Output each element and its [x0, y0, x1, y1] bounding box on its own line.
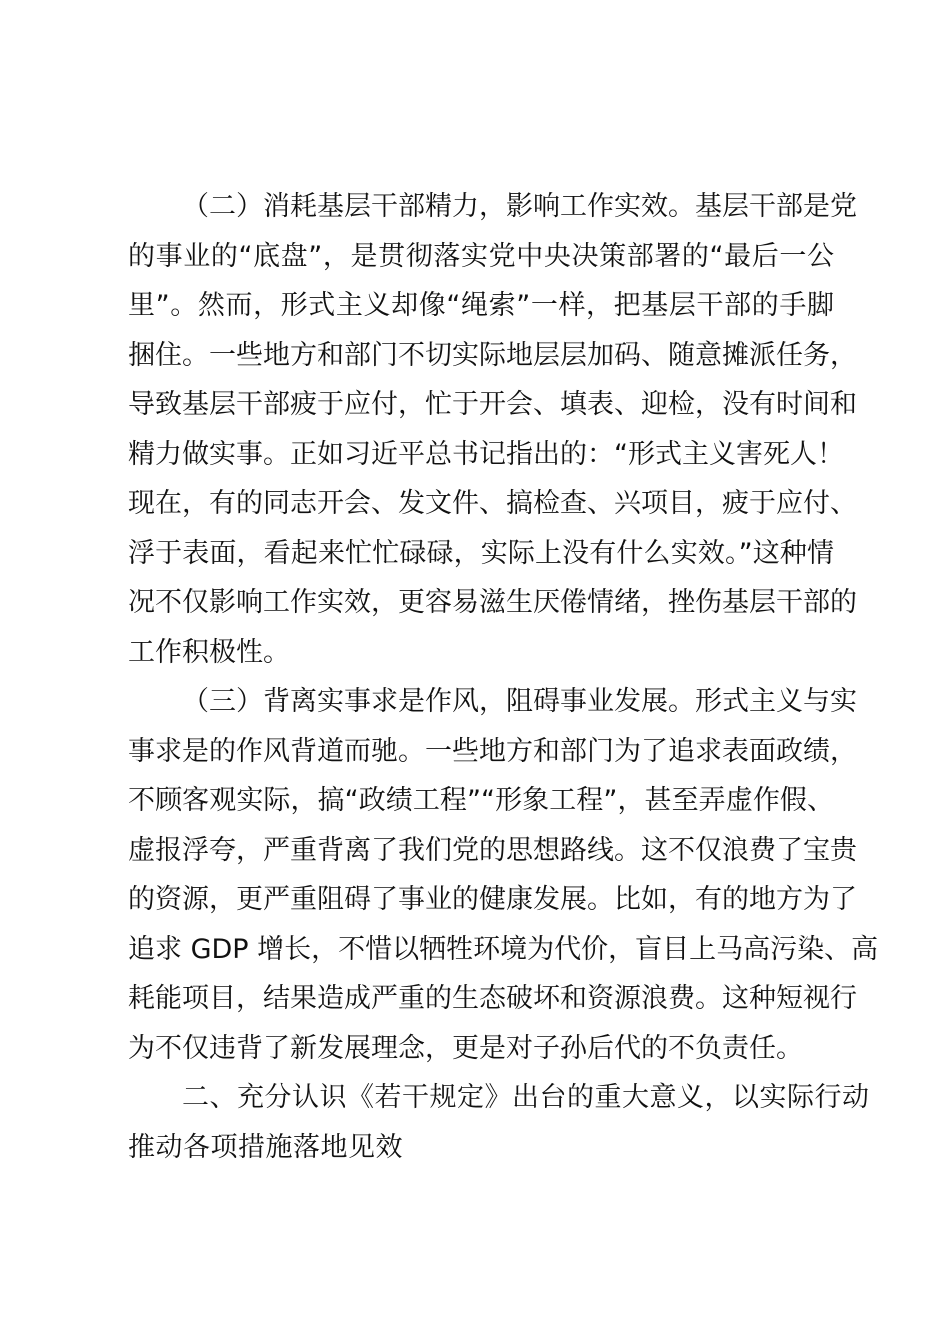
heading-line: 二、充分认识《若干规定》出台的重大意义，以实际行动	[182, 1082, 870, 1113]
paragraph-section-three	[128, 677, 879, 1073]
heading-line: 推动各项措施落地见效	[128, 1131, 403, 1163]
paragraph-line: 捆住。一些地方和部门不切实际地层层加码、随意摊派任务，	[128, 339, 857, 371]
paragraph-line: 况不仅影响工作实效，更容易滋生厌倦情绪，挫伤基层干部的	[128, 587, 857, 618]
paragraph-line: （二）消耗基层干部精力，影响工作实效。基层干部是党	[182, 191, 857, 222]
paragraph-line: 精力做实事。正如习近平总书记指出的：“形式主义害死人！	[128, 438, 844, 470]
paragraph-line: 追求 GDP 增长，不惜以牺牲环境为代价，盲目上马高污染、高	[128, 933, 879, 965]
paragraph-line: 浮于表面，看起来忙忙碌碌，实际上没有什么实效。”这种情	[128, 537, 834, 569]
paragraph-line: 工作积极性。	[128, 636, 290, 668]
paragraph-line: 耗能项目，结果造成严重的生态破坏和资源浪费。这种短视行	[128, 983, 857, 1014]
paragraph-line: 虚报浮夸，严重背离了我们党的思想路线。这不仅浪费了宝贵	[128, 834, 857, 866]
paragraph-line: 里”。然而，形式主义却像“绳索”一样，把基层干部的手脚	[128, 290, 834, 321]
paragraph-line: 的事业的“底盘”，是贯彻落实党中央决策部署的“最后一公	[128, 240, 834, 272]
paragraph-line: 不顾客观实际，搞“政绩工程”“形象工程”，甚至弄虚作假、	[128, 785, 834, 816]
paragraph-line: 为不仅违背了新发展理念，更是对子孙后代的不负责任。	[128, 1032, 803, 1064]
section-heading	[128, 1073, 870, 1172]
paragraph-section-two	[128, 182, 857, 677]
paragraph-line: 事求是的作风背道而驰。一些地方和部门为了追求表面政绩，	[128, 735, 857, 767]
paragraph-line: 的资源，更严重阻碍了事业的健康发展。比如，有的地方为了	[128, 884, 857, 915]
paragraph-line: 导致基层干部疲于应付，忙于开会、填表、迎检，没有时间和	[128, 389, 857, 420]
paragraph-line: 现在，有的同志开会、发文件、搞检查、兴项目，疲于应付、	[128, 488, 857, 519]
paragraph-line: （三）背离实事求是作风，阻碍事业发展。形式主义与实	[182, 686, 857, 717]
